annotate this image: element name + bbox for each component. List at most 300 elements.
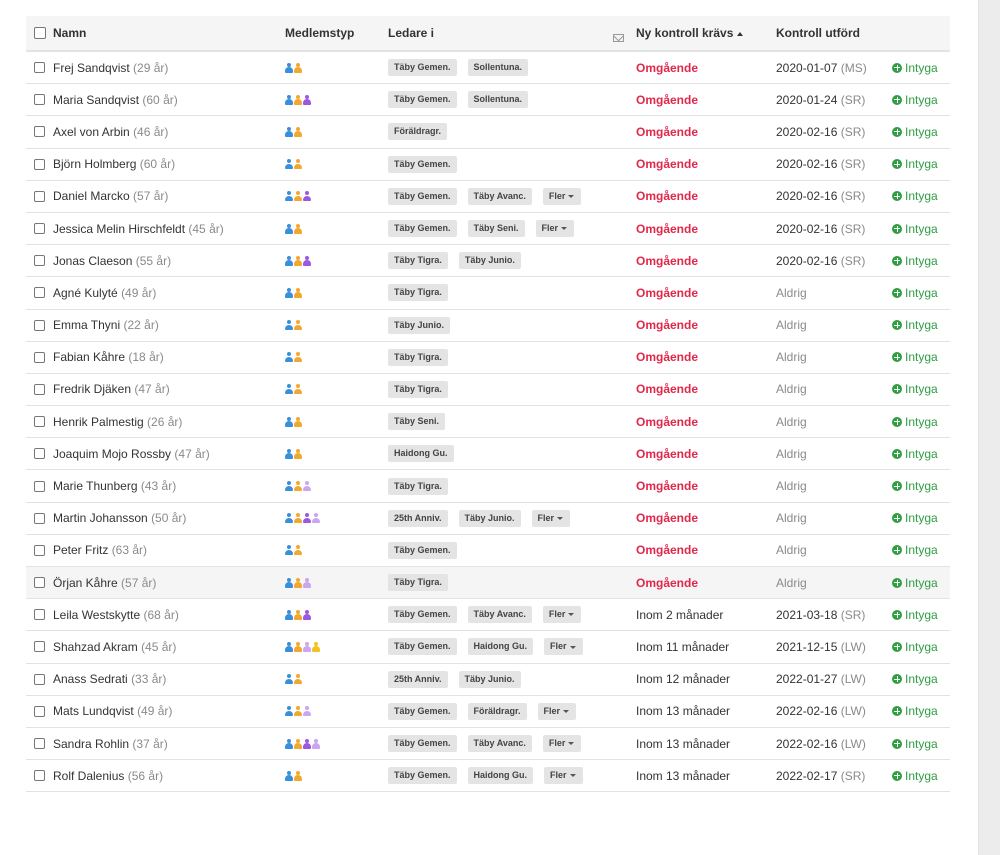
- certify-label: Intyga: [905, 189, 938, 204]
- more-groups-dropdown[interactable]: [543, 606, 582, 623]
- group-tag[interactable]: Täby Avanc.: [468, 606, 532, 623]
- row-checkbox[interactable]: [34, 513, 45, 524]
- group-tag[interactable]: Täby Gemen.: [388, 703, 457, 720]
- row-checkbox[interactable]: [34, 287, 45, 298]
- member-type-icon: [303, 642, 311, 652]
- table-row[interactable]: [26, 470, 950, 502]
- row-select-cell: [26, 191, 53, 202]
- checked-by: (LW): [840, 736, 866, 751]
- leader-cell: [388, 671, 636, 688]
- group-tag[interactable]: Täby Tigra.: [388, 349, 448, 366]
- member-type-icon: [294, 578, 302, 588]
- done-cell: [776, 415, 892, 429]
- plus-circle-icon: [892, 288, 902, 298]
- member-name[interactable]: Frej Sandqvist: [53, 60, 130, 75]
- certify-label: Intyga: [905, 639, 938, 654]
- leader-cell: [388, 735, 636, 752]
- table-row[interactable]: [26, 535, 950, 567]
- certify-link[interactable]: [892, 479, 938, 493]
- certify-link[interactable]: [892, 61, 938, 75]
- row-select-cell: [26, 513, 53, 524]
- member-age: (60 år): [142, 92, 178, 107]
- certify-link[interactable]: [892, 769, 938, 783]
- group-tag[interactable]: Täby Tigra.: [388, 381, 448, 398]
- member-type-icon: [294, 642, 302, 652]
- group-tag[interactable]: Täby Junio.: [459, 252, 521, 269]
- member-age: (43 år): [140, 479, 177, 494]
- member-type-cell: [285, 320, 388, 330]
- member-name[interactable]: Axel von Arbin: [53, 124, 130, 139]
- table-row[interactable]: [26, 310, 950, 342]
- member-type-icon: [294, 191, 302, 201]
- table-row[interactable]: [26, 631, 950, 663]
- certify-cell: [892, 382, 950, 396]
- row-checkbox[interactable]: [34, 609, 45, 620]
- group-tag[interactable]: Sollentuna.: [468, 59, 529, 76]
- plus-circle-icon: [892, 417, 902, 427]
- group-tag[interactable]: Haidong Gu.: [468, 767, 534, 784]
- name-cell: [53, 415, 285, 429]
- member-type-icon: [285, 610, 293, 620]
- member-type-icon: [294, 320, 302, 330]
- group-tag[interactable]: Täby Junio.: [459, 671, 521, 688]
- member-name[interactable]: Örjan Kåhre: [53, 575, 118, 590]
- group-tag[interactable]: Föräldragr.: [468, 703, 527, 720]
- certify-link[interactable]: [892, 704, 938, 718]
- certify-link[interactable]: [892, 318, 938, 332]
- checked-by: (SR): [840, 92, 866, 107]
- table-row[interactable]: [26, 52, 950, 84]
- table-row[interactable]: [26, 116, 950, 148]
- required-status: Inom 11 månader: [636, 639, 730, 654]
- row-select-cell: [26, 384, 53, 395]
- member-type-icon: [294, 739, 302, 749]
- leader-cell: [388, 252, 636, 269]
- group-tag[interactable]: Täby Tigra.: [388, 574, 448, 591]
- done-cell: [776, 511, 892, 525]
- certify-label: Intyga: [905, 124, 938, 139]
- certify-cell: [892, 286, 950, 300]
- member-name[interactable]: Leila Westskytte: [53, 607, 141, 622]
- member-age: (47 år): [134, 382, 170, 397]
- member-type-cell: [285, 449, 388, 459]
- group-tag[interactable]: Föräldragr.: [388, 123, 447, 140]
- certify-link[interactable]: [892, 672, 938, 686]
- certify-link[interactable]: [892, 189, 938, 203]
- header-leader[interactable]: [388, 26, 636, 40]
- group-tag[interactable]: Täby Tigra.: [388, 478, 448, 495]
- row-checkbox[interactable]: [34, 770, 45, 781]
- member-age: (18 år): [128, 350, 164, 365]
- row-checkbox[interactable]: [34, 352, 45, 363]
- table-row[interactable]: [26, 149, 950, 181]
- group-tag[interactable]: Täby Gemen.: [388, 220, 457, 237]
- table-row[interactable]: [26, 599, 950, 631]
- member-type-icon: [285, 384, 293, 394]
- plus-circle-icon: [892, 127, 902, 137]
- leader-cell: [388, 123, 636, 140]
- group-tag[interactable]: Täby Tigra.: [388, 252, 448, 269]
- required-status: Omgående: [636, 221, 699, 236]
- certify-link[interactable]: [892, 382, 938, 396]
- required-status: Omgående: [636, 124, 699, 139]
- done-cell: [776, 318, 892, 332]
- leader-cell: [388, 638, 636, 655]
- member-type-cell: [285, 739, 388, 749]
- row-checkbox[interactable]: [34, 674, 45, 685]
- row-checkbox[interactable]: [34, 577, 45, 588]
- row-select-cell: [26, 352, 53, 363]
- required-status: Omgående: [636, 285, 699, 300]
- name-cell: [53, 608, 285, 622]
- group-tag[interactable]: Täby Gemen.: [388, 156, 457, 173]
- leader-cell: [388, 606, 636, 623]
- certify-cell: [892, 350, 950, 364]
- group-tag[interactable]: Täby Tigra.: [388, 284, 448, 301]
- member-type-icon: [294, 449, 302, 459]
- checked-by: (SR): [840, 607, 866, 622]
- header-required-label: Ny kontroll krävs: [636, 26, 734, 40]
- table-header: [26, 16, 950, 52]
- member-type-cell: [285, 63, 388, 73]
- plus-circle-icon: [892, 63, 902, 73]
- plus-circle-icon: [892, 545, 902, 555]
- certify-link[interactable]: [892, 157, 938, 171]
- group-tag[interactable]: Täby Seni.: [388, 413, 445, 430]
- member-type-icon: [294, 384, 302, 394]
- member-type-cell: [285, 95, 388, 105]
- certify-link[interactable]: [892, 415, 938, 429]
- done-date: 2022-02-17: [776, 768, 838, 783]
- group-tag[interactable]: Täby Gemen.: [388, 767, 457, 784]
- certify-link[interactable]: [892, 447, 938, 461]
- certify-link[interactable]: [892, 608, 938, 622]
- member-type-cell: [285, 674, 388, 684]
- group-tag[interactable]: Haidong Gu.: [388, 445, 454, 462]
- member-type-cell: [285, 224, 388, 234]
- plus-circle-icon: [892, 739, 902, 749]
- row-checkbox[interactable]: [34, 159, 45, 170]
- member-type-icon: [294, 95, 302, 105]
- header-done[interactable]: Kontroll utförd: [776, 26, 860, 40]
- table-row[interactable]: [26, 728, 950, 760]
- row-checkbox[interactable]: [34, 481, 45, 492]
- group-tag[interactable]: Täby Gemen.: [388, 542, 457, 559]
- header-name[interactable]: Namn: [53, 26, 87, 40]
- plus-circle-icon: [892, 706, 902, 716]
- done-cell: [776, 286, 892, 300]
- name-cell: [53, 576, 285, 590]
- leader-cell: [388, 381, 636, 398]
- member-type-icon: [303, 578, 311, 588]
- member-type-icon: [294, 481, 302, 491]
- name-cell: [53, 61, 285, 75]
- header-required[interactable]: [636, 26, 776, 40]
- row-checkbox[interactable]: [34, 448, 45, 459]
- required-status: Inom 13 månader: [636, 768, 731, 783]
- more-groups-dropdown[interactable]: [538, 703, 577, 720]
- member-name[interactable]: Agné Kulyté: [53, 285, 118, 300]
- row-select-cell: [26, 641, 53, 652]
- member-type-cell: [285, 352, 388, 362]
- member-age: (45 år): [141, 639, 177, 654]
- certify-label: Intyga: [905, 414, 938, 429]
- required-status: Inom 13 månader: [636, 736, 731, 751]
- table-row[interactable]: [26, 567, 950, 599]
- plus-circle-icon: [892, 642, 902, 652]
- more-groups-dropdown[interactable]: [544, 638, 583, 655]
- member-name[interactable]: Rolf Dalenius: [53, 768, 125, 783]
- table-row[interactable]: [26, 245, 950, 277]
- table-row[interactable]: [26, 374, 950, 406]
- members-table: [26, 16, 950, 792]
- leader-cell: [388, 413, 636, 430]
- leader-cell: [388, 59, 636, 76]
- certify-link[interactable]: [892, 576, 938, 590]
- group-tag[interactable]: Täby Gemen.: [388, 91, 457, 108]
- leader-cell: [388, 284, 636, 301]
- certify-link[interactable]: [892, 511, 938, 525]
- done-cell: [776, 769, 892, 783]
- member-type-icon: [294, 545, 302, 555]
- table-row[interactable]: [26, 406, 950, 438]
- header-member-type[interactable]: Medlemstyp: [285, 26, 355, 40]
- member-type-icon: [303, 256, 311, 266]
- member-type-icon: [303, 191, 311, 201]
- done-date: Aldrig: [776, 575, 807, 590]
- leader-cell: [388, 445, 636, 462]
- row-checkbox[interactable]: [34, 738, 45, 749]
- more-label: Fler: [541, 223, 559, 234]
- table-row[interactable]: [26, 664, 950, 696]
- member-name[interactable]: Jonas Claeson: [53, 253, 133, 268]
- name-cell: [53, 318, 285, 332]
- done-cell: [776, 157, 892, 171]
- certify-label: Intyga: [905, 157, 938, 172]
- done-cell: [776, 704, 892, 718]
- member-type-icon: [303, 739, 311, 749]
- table-row[interactable]: [26, 277, 950, 309]
- member-type-icon: [303, 481, 311, 491]
- name-cell: [53, 254, 285, 268]
- group-tag[interactable]: Täby Gemen.: [388, 606, 457, 623]
- more-groups-dropdown[interactable]: [536, 220, 575, 237]
- plus-circle-icon: [892, 513, 902, 523]
- done-date: Aldrig: [776, 414, 807, 429]
- certify-link[interactable]: [892, 254, 938, 268]
- row-checkbox[interactable]: [34, 223, 45, 234]
- row-checkbox[interactable]: [34, 641, 45, 652]
- member-name[interactable]: Fredrik Djäken: [53, 382, 132, 397]
- member-name[interactable]: Shahzad Akram: [53, 639, 138, 654]
- leader-cell: [388, 91, 636, 108]
- group-tag[interactable]: Täby Gemen.: [388, 638, 457, 655]
- member-type-icon: [294, 256, 302, 266]
- row-select-cell: [26, 94, 53, 105]
- group-tag[interactable]: Täby Junio.: [388, 317, 450, 334]
- row-checkbox[interactable]: [34, 706, 45, 717]
- certify-label: Intyga: [905, 253, 938, 268]
- done-date: Aldrig: [776, 285, 807, 300]
- name-cell: [53, 157, 285, 171]
- group-tag[interactable]: Täby Junio.: [459, 510, 521, 527]
- certify-link[interactable]: [892, 286, 938, 300]
- member-age: (22 år): [123, 318, 159, 333]
- leader-cell: [388, 542, 636, 559]
- select-all-cell: [26, 27, 53, 39]
- certify-link[interactable]: [892, 640, 938, 654]
- member-name[interactable]: Henrik Palmestig: [53, 414, 144, 429]
- member-type-icon: [303, 610, 311, 620]
- group-tag[interactable]: 25th Anniv.: [388, 671, 448, 688]
- row-checkbox[interactable]: [34, 545, 45, 556]
- table-row[interactable]: [26, 181, 950, 213]
- certify-label: Intyga: [905, 543, 938, 558]
- certify-label: Intyga: [905, 382, 938, 397]
- required-status: Omgående: [636, 92, 699, 107]
- done-cell: [776, 222, 892, 236]
- member-age: (29 år): [133, 60, 169, 75]
- table-row[interactable]: [26, 503, 950, 535]
- member-name[interactable]: Emma Thyni: [53, 318, 121, 333]
- group-tag[interactable]: Täby Gemen.: [388, 59, 457, 76]
- member-name[interactable]: Fabian Kåhre: [53, 350, 126, 365]
- required-status: Omgående: [636, 253, 699, 268]
- select-all-checkbox[interactable]: [34, 27, 46, 39]
- certify-link[interactable]: [892, 222, 938, 236]
- row-checkbox[interactable]: [34, 94, 45, 105]
- group-tag[interactable]: Täby Avanc.: [468, 735, 532, 752]
- row-checkbox[interactable]: [34, 320, 45, 331]
- group-tag[interactable]: 25th Anniv.: [388, 510, 448, 527]
- member-age: (56 år): [127, 768, 164, 783]
- certify-link[interactable]: [892, 543, 938, 557]
- table-row[interactable]: [26, 84, 950, 116]
- member-type-icon: [285, 739, 293, 749]
- certify-link[interactable]: [892, 93, 938, 107]
- row-checkbox[interactable]: [34, 416, 45, 427]
- more-groups-dropdown[interactable]: [543, 188, 582, 205]
- more-label: Fler: [548, 190, 566, 201]
- caret-down-icon: [561, 227, 567, 230]
- mail-icon[interactable]: [613, 34, 624, 42]
- table-row[interactable]: [26, 760, 950, 792]
- row-select-cell: [26, 223, 53, 234]
- more-label: Fler: [550, 641, 567, 652]
- done-date: Aldrig: [776, 350, 807, 365]
- certify-link[interactable]: [892, 350, 938, 364]
- group-tag[interactable]: Täby Seni.: [468, 220, 525, 237]
- certify-link[interactable]: [892, 125, 938, 139]
- table-body: [26, 52, 950, 792]
- caret-down-icon: [568, 195, 574, 198]
- group-tag[interactable]: Täby Gemen.: [388, 735, 457, 752]
- member-type-icon: [285, 159, 293, 169]
- member-name[interactable]: Sandra Rohlin: [53, 736, 130, 751]
- certify-label: Intyga: [905, 446, 938, 461]
- member-type-icon: [285, 352, 293, 362]
- row-checkbox[interactable]: [34, 62, 45, 73]
- checked-by: (MS): [840, 60, 867, 75]
- table-row[interactable]: [26, 342, 950, 374]
- done-date: Aldrig: [776, 382, 807, 397]
- name-cell: [53, 769, 285, 783]
- row-checkbox[interactable]: [34, 126, 45, 137]
- certify-label: Intyga: [905, 285, 938, 300]
- member-type-cell: [285, 481, 388, 491]
- group-tag[interactable]: Sollentuna.: [468, 91, 529, 108]
- member-name[interactable]: Joaquim Mojo Rossby: [53, 446, 172, 461]
- scrollbar[interactable]: [978, 0, 1000, 855]
- member-name[interactable]: Maria Sandqvist: [53, 92, 140, 107]
- done-date: 2020-02-16: [776, 157, 838, 172]
- member-age: (49 år): [137, 704, 173, 719]
- member-name[interactable]: Daniel Marcko: [53, 189, 130, 204]
- certify-cell: [892, 222, 950, 236]
- done-cell: [776, 125, 892, 139]
- member-name[interactable]: Marie Thunberg: [53, 479, 138, 494]
- done-cell: [776, 189, 892, 203]
- caret-down-icon: [563, 710, 569, 713]
- required-status: Inom 2 månader: [636, 607, 724, 622]
- member-name[interactable]: Björn Holmberg: [53, 157, 137, 172]
- certify-link[interactable]: [892, 737, 938, 751]
- row-select-cell: [26, 770, 53, 781]
- row-checkbox[interactable]: [34, 191, 45, 202]
- row-select-cell: [26, 287, 53, 298]
- row-checkbox[interactable]: [34, 384, 45, 395]
- certify-label: Intyga: [905, 92, 938, 107]
- row-checkbox[interactable]: [34, 255, 45, 266]
- more-groups-dropdown[interactable]: [543, 735, 582, 752]
- done-cell: [776, 737, 892, 751]
- member-type-icon: [294, 288, 302, 298]
- member-age: (47 år): [174, 446, 210, 461]
- done-cell: [776, 382, 892, 396]
- name-cell: [53, 286, 285, 300]
- member-type-icon: [294, 771, 302, 781]
- member-name[interactable]: Mats Lundqvist: [53, 704, 134, 719]
- plus-circle-icon: [892, 449, 902, 459]
- done-cell: [776, 479, 892, 493]
- table-row[interactable]: [26, 213, 950, 245]
- more-groups-dropdown[interactable]: [532, 510, 571, 527]
- done-date: 2020-01-24: [776, 92, 838, 107]
- required-status: Omgående: [636, 189, 699, 204]
- row-select-cell: [26, 126, 53, 137]
- table-row[interactable]: [26, 438, 950, 470]
- member-name[interactable]: Peter Fritz: [53, 543, 109, 558]
- member-age: (45 år): [188, 221, 224, 236]
- group-tag[interactable]: Haidong Gu.: [468, 638, 534, 655]
- certify-cell: [892, 704, 950, 718]
- more-groups-dropdown[interactable]: [544, 767, 583, 784]
- table-row[interactable]: [26, 696, 950, 728]
- member-name[interactable]: Anass Sedrati: [53, 672, 128, 687]
- checked-by: (SR): [840, 221, 866, 236]
- more-label: Fler: [550, 770, 567, 781]
- member-name[interactable]: Martin Johansson: [53, 511, 148, 526]
- member-type-icon: [294, 513, 302, 523]
- member-type-cell: [285, 159, 388, 169]
- certify-label: Intyga: [905, 350, 938, 365]
- member-name[interactable]: Jessica Melin Hirschfeldt: [53, 221, 186, 236]
- group-tag[interactable]: Täby Gemen.: [388, 188, 457, 205]
- certify-cell: [892, 157, 950, 171]
- group-tag[interactable]: Täby Avanc.: [468, 188, 532, 205]
- member-type-cell: [285, 610, 388, 620]
- member-type-icon: [294, 352, 302, 362]
